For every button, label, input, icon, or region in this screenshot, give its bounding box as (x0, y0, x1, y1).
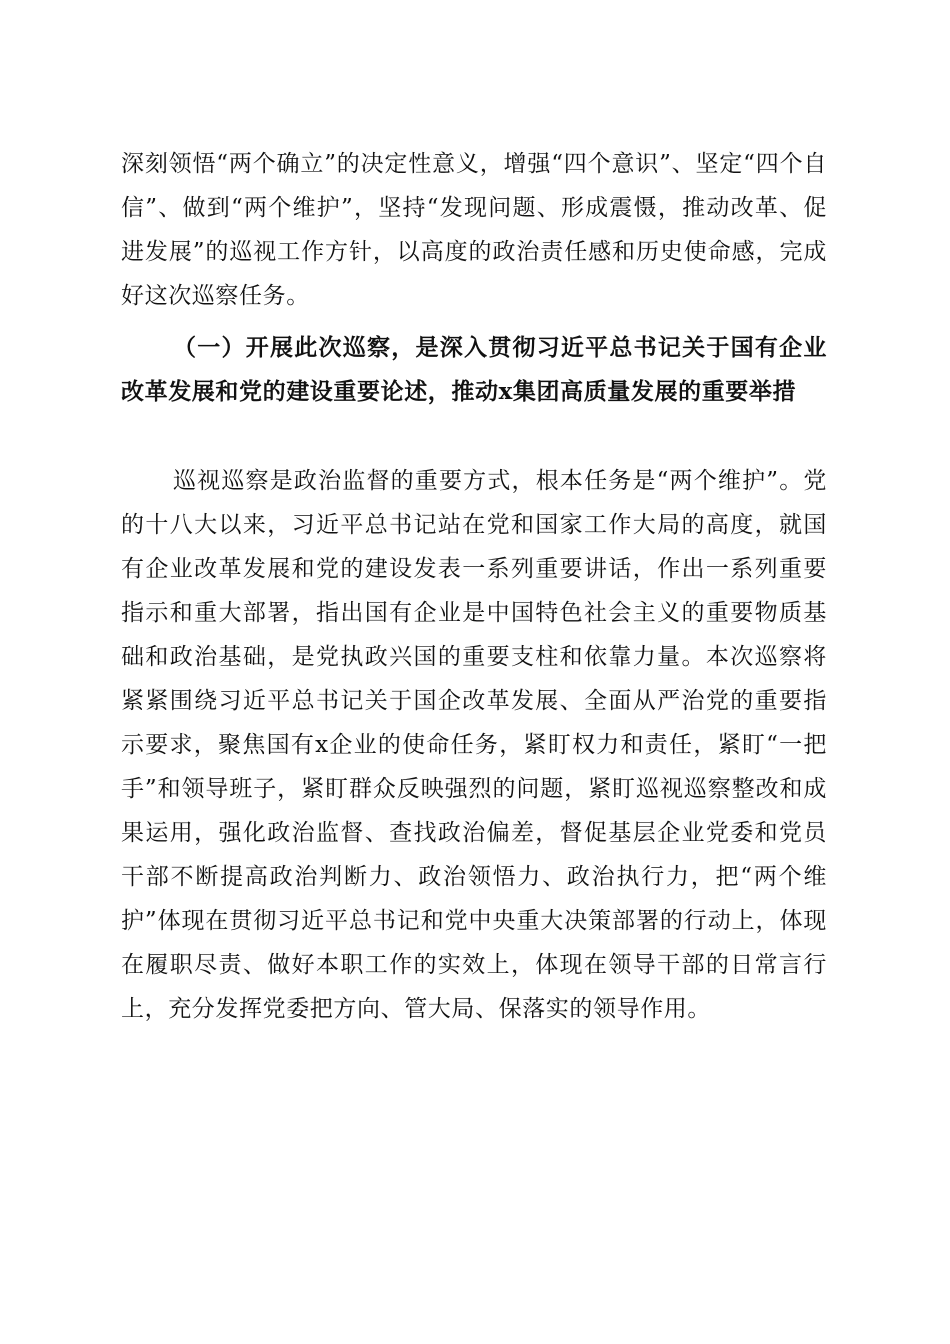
body-paragraph: 巡视巡察是政治监督的重要方式，根本任务是“两个维护”。党的十八大以来，习近平总书记站在党和国家工作大局的高度，就国有企业改革发展和党的建设发表一系列重要讲话，作出一系列重要指示和重大部署，指出国有企业是中国特色社会主义的重要物质基础和政治基础，是党执政兴国的重要支柱和依靠力量。本次巡察将紧紧围绕习近平总书记关于国企改革发展、全面从严治党的重要指示要求，聚焦国有x企业的使命任务，紧盯权力和责任，紧盯“一把手”和领导班子，紧盯群众反映强烈的问题，紧盯巡视巡察整改和成果运用，强化政治监督、查找政治偏差，督促基层企业党委和党员干部不断提高政治判断力、政治领悟力、政治执行力，把“两个维护”体现在贯彻习近平总书记和党中央重大决策部署的行动上，体现在履职尽责、做好本职工作的实效上，体现在领导干部的日常言行上，充分发挥党委把方向、管大局、保落实的领导作用。 (121, 468, 827, 1022)
section-heading: （一）开展此次巡察，是深入贯彻习近平总书记关于国有企业改革发展和党的建设重要论述，推动x集团高质量发展的重要举措 (121, 334, 827, 405)
intro-paragraph: 深刻领悟“两个确立”的决定性意义，增强“四个意识”、坚定“四个自信”、做到“两个维护”，坚持“发现问题、形成震慑，推动改革、促进发展”的巡视工作方针，以高度的政治责任感和历史使命感，完成好这次巡察任务。 (121, 151, 827, 309)
